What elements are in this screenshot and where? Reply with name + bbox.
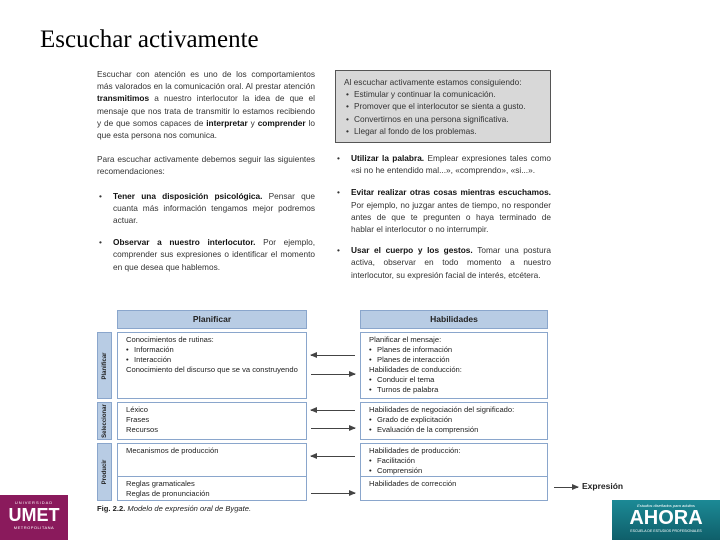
ahora-logo: Estudios diseñados para adultos AHORA ESCUELA DE ESTUDIOS PROFESIONALES <box>612 500 720 540</box>
side-label-producir: Producir <box>97 443 112 501</box>
left-bullet: • Observar a nuestro interlocutor. Por ejemplo, comprender sus expresiones o identificar el momento en que desea que hablemos. <box>97 236 315 273</box>
left-column <box>97 68 315 273</box>
right-bullet: • Utilizar la palabra. Emplear expresiones tales como «si no he entendido mal...», «comprendo», «si...». <box>335 152 551 176</box>
arrow-right-icon <box>311 374 355 375</box>
arrow-left-icon <box>311 355 355 356</box>
arrow-left-icon <box>311 410 355 411</box>
row3-left-bottom-cell: Reglas gramaticales Reglas de pronunciación <box>117 476 307 501</box>
row3-left-top-cell: Mecanismos de producción <box>117 443 307 477</box>
summary-item: • Promover que el interlocutor se sienta a gusto. <box>344 100 542 112</box>
habilidades-header: Habilidades <box>360 310 548 329</box>
summary-heading: Al escuchar activamente estamos consiguiendo: <box>344 77 522 87</box>
intro-paragraph: Escuchar con atención es uno de los comportamientos más valorados en la comunicación oral. Al prestar atención transmitimos a nuestro interlocutor la idea de que el mensaje que nos trata de transmitir lo estamos recibiendo y de que somos capaces de interpretar y comprender lo que esta persona nos comunica. <box>97 69 316 141</box>
summary-item: • Estimular y continuar la comunicación. <box>344 88 542 100</box>
summary-box <box>335 70 551 143</box>
side-label-seleccionar: Seleccionar <box>97 402 112 440</box>
left-bullet: • Tener una disposición psicológica. Pensar que cuanta más información tengamos mejor podremos actuar. <box>97 190 315 227</box>
umet-logo: UNIVERSIDAD UMET METROPOLITANA <box>0 495 68 540</box>
row1-left-cell: Conocimientos de rutinas: • Información • Interacción Conocimiento del discurso que se va construyendo <box>117 332 307 399</box>
output-label: Expresión <box>582 481 624 491</box>
arrow-right-icon <box>311 428 355 429</box>
arrow-left-icon <box>311 456 355 457</box>
row2-left-cell: Léxico Frases Recursos <box>117 402 307 440</box>
arrow-right-icon <box>311 493 355 494</box>
row1-right-cell: Planificar el mensaje: • Planes de información • Planes de interacción Habilidades de conducción: • Conducir el tema • Turnos de palabra <box>360 332 548 399</box>
row3-right-bottom-cell: Habilidades de corrección <box>360 476 548 501</box>
right-bullet: • Evitar realizar otras cosas mientras escuchamos. Por ejemplo, no juzgar antes de tiempo, no responder antes de que te pregunten o haya terminado de hablar el interlocutor o no interrumpir. <box>335 186 551 235</box>
right-column <box>335 70 551 281</box>
right-bullet: • Usar el cuerpo y los gestos. Tomar una postura activa, observar en todo momento a nuestro interlocutor, su expresión facial de interés, etcétera. <box>335 244 551 281</box>
row3-right-top-cell: Habilidades de producción: • Facilitación • Comprensión <box>360 443 548 477</box>
recommend-intro: Para escuchar activamente debemos seguir las siguientes recomendaciones: <box>97 154 315 177</box>
figure-caption: Fig. 2.2. Modelo de expresión oral de Bygate. <box>97 504 252 513</box>
row2-right-cell: Habilidades de negociación del significado: • Grado de explicitación • Evaluación de la comprensión <box>360 402 548 440</box>
summary-item: • Llegar al fondo de los problemas. <box>344 125 542 137</box>
output-arrow-icon <box>554 487 578 488</box>
slide-title: Escuchar activamente <box>40 26 259 53</box>
summary-item: • Convertirnos en una persona significativa. <box>344 113 542 125</box>
side-label-planificar: Planificar <box>97 332 112 399</box>
planificar-header: Planificar <box>117 310 307 329</box>
